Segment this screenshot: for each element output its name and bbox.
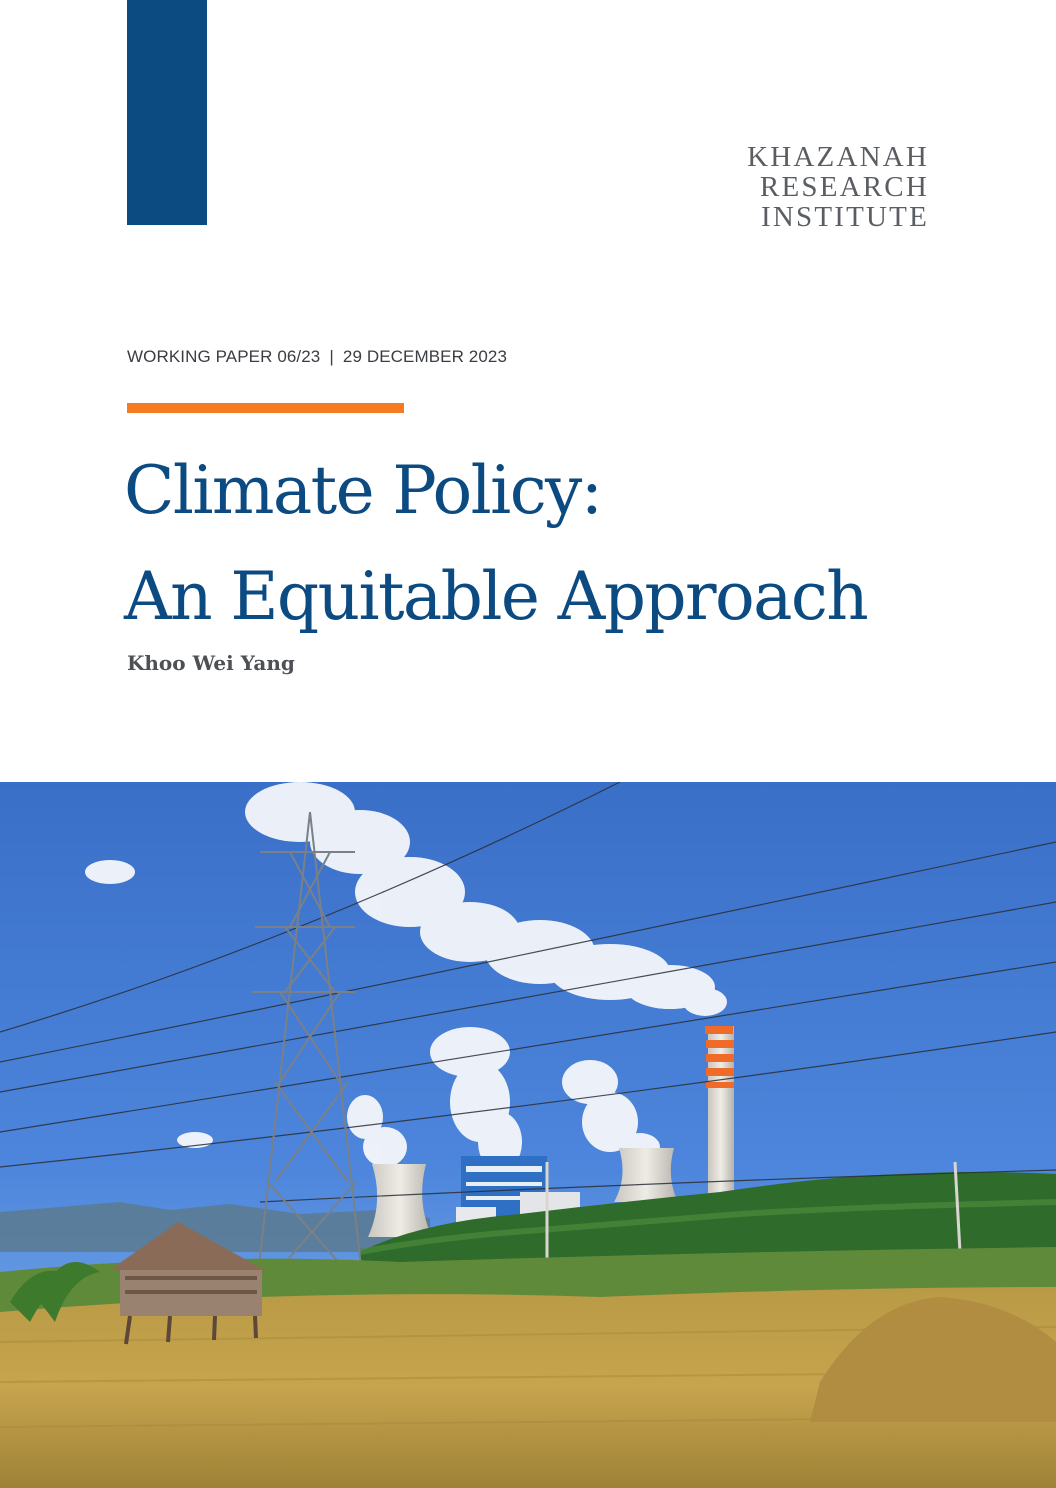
paper-meta — [127, 347, 507, 367]
institute-logo — [747, 142, 929, 232]
smokestack — [705, 1026, 734, 1194]
logo-line-3: INSTITUTE — [761, 201, 929, 233]
title-line-1: Climate Policy: — [124, 452, 602, 529]
logo-line-2: RESEARCH — [759, 171, 929, 203]
paper-date: 29 DECEMBER 2023 — [342, 347, 508, 366]
cooling-tower-right — [614, 1148, 678, 1202]
title-line-2: An Equitable Approach — [124, 558, 868, 635]
power-plant-illustration — [0, 782, 1056, 1488]
brand-bar — [127, 0, 207, 225]
paper-title — [124, 438, 867, 650]
cover-photo — [0, 782, 1056, 1488]
logo-line-1: KHAZANAH — [747, 141, 929, 173]
meta-separator: | — [329, 347, 334, 366]
author-name: Khoo Wei Yang — [127, 651, 295, 675]
paper-number: WORKING PAPER 06/23 — [127, 347, 321, 366]
cooling-tower-left — [368, 1164, 432, 1237]
accent-rule — [127, 403, 404, 413]
